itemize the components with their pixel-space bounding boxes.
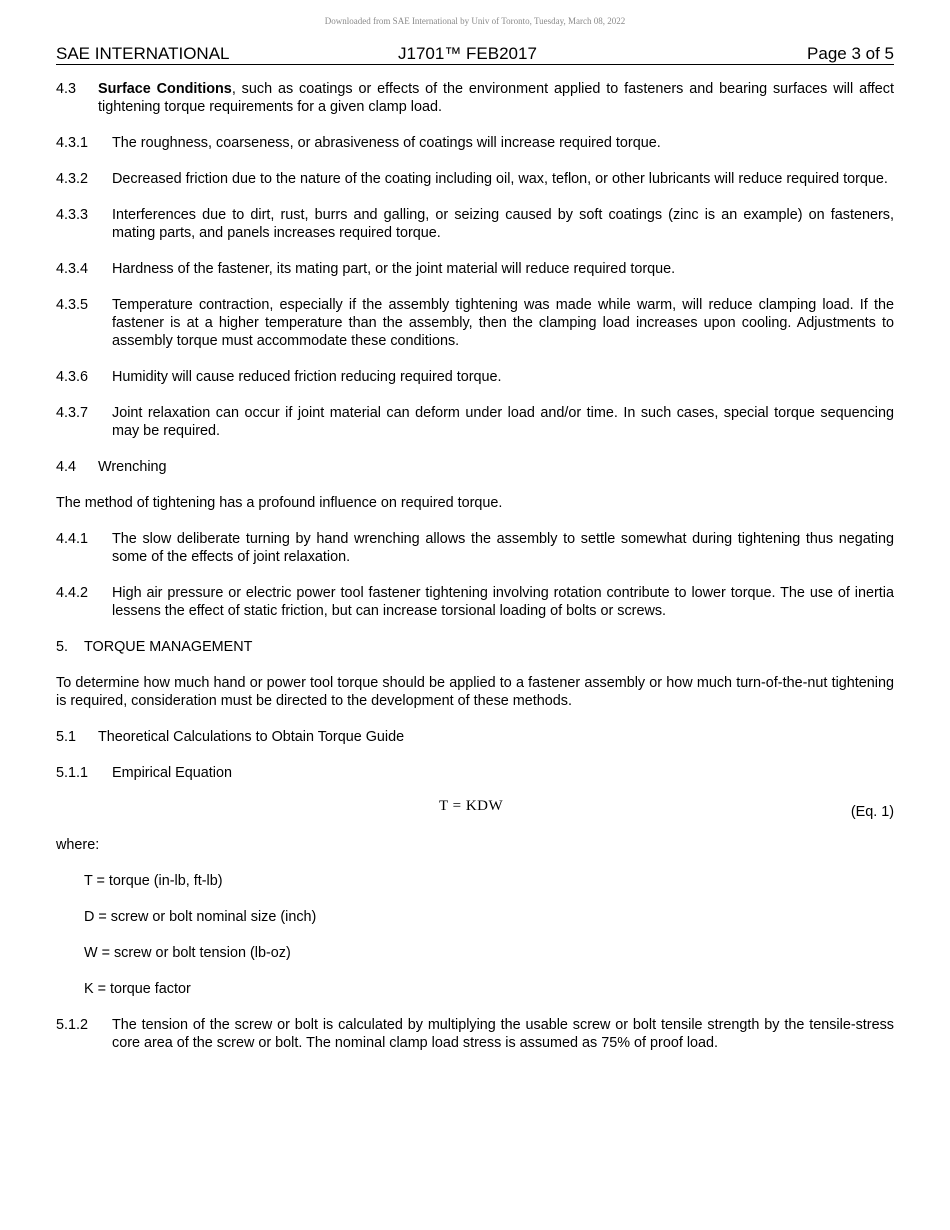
section-number: 5.1.2 xyxy=(56,1017,89,1033)
section-number: 5.1.1 xyxy=(56,765,89,781)
section-number: 4.4.2 xyxy=(56,585,89,601)
section-4-3-5 xyxy=(56,296,894,350)
section-5-1-heading xyxy=(56,728,894,746)
section-4-4-heading xyxy=(56,458,894,476)
section-paragraph xyxy=(98,80,894,116)
section-paragraph: Temperature contraction, especially if the assembly tightening was made while warm, will reduce clamping load. If the fastener is at a higher temperature than the assembly, then the clamping load increases upon cooling. Adjustments to assembly torque must accommodate these conditions. xyxy=(112,297,894,349)
definition-item: K = torque factor xyxy=(84,981,191,997)
section-title-bold: Surface Conditions xyxy=(98,81,232,97)
section-text: , such as coatings or effects of the environment applied to fasteners and bearing surfaces will affect tightening torque requirements for a given clamp load. xyxy=(98,81,895,115)
section-paragraph: The slow deliberate turning by hand wrenching allows the assembly to settle somewhat during tightening thus negating some of the effects of joint relaxation. xyxy=(112,531,894,565)
header-page-number: Page 3 of 5 xyxy=(807,44,894,63)
section-paragraph: High air pressure or electric power tool fastener tightening involving rotation contribute to lower torque. The use of inertia lessens the effect of static friction, but can increase torsional loading of bolts or screws. xyxy=(112,585,894,619)
section-title: Theoretical Calculations to Obtain Torque Guide xyxy=(98,729,405,745)
equation-row xyxy=(56,800,894,818)
section-number: 4.3.7 xyxy=(56,405,89,421)
section-title: Wrenching xyxy=(98,459,167,475)
section-title: Empirical Equation xyxy=(112,765,232,781)
definition-item: W = screw or bolt tension (lb-oz) xyxy=(84,945,291,961)
where-text: where: xyxy=(56,837,100,853)
section-number: 4.3.2 xyxy=(56,171,89,187)
header-document-id: J1701™ FEB2017 xyxy=(398,44,537,63)
section-number: 4.4 xyxy=(56,459,77,475)
where-label xyxy=(56,836,894,854)
section-4-3-3 xyxy=(56,206,894,242)
section-paragraph: The method of tightening has a profound influence on required torque. xyxy=(56,495,503,511)
section-4-4-1 xyxy=(56,530,894,566)
section-number: 4.3.6 xyxy=(56,369,89,385)
section-paragraph: The roughness, coarseness, or abrasiveness of coatings will increase required torque. xyxy=(112,135,661,151)
section-number: 5.1 xyxy=(56,729,77,745)
section-4-4-2 xyxy=(56,584,894,620)
section-paragraph: To determine how much hand or power tool torque should be applied to a fastener assembly or how much turn-of-the-nut tightening is required, consideration must be directed to the development of these methods. xyxy=(56,675,894,709)
section-paragraph: Humidity will cause reduced friction reducing required torque. xyxy=(112,369,502,385)
document-body xyxy=(56,80,894,1070)
section-number: 4.4.1 xyxy=(56,531,89,547)
section-4-3 xyxy=(56,80,894,116)
section-number: 4.3.1 xyxy=(56,135,89,151)
header-organization: SAE INTERNATIONAL xyxy=(56,44,230,63)
page-header xyxy=(56,44,894,65)
section-5-1-2 xyxy=(56,1016,894,1052)
section-4-3-4 xyxy=(56,260,894,278)
equation-formula: T = KDW xyxy=(439,798,504,814)
section-paragraph: Hardness of the fastener, its mating part, or the joint material will reduce required torque. xyxy=(112,261,676,277)
definition-item: T = torque (in-lb, ft-lb) xyxy=(84,873,223,889)
section-4-3-1 xyxy=(56,134,894,152)
section-paragraph: Interferences due to dirt, rust, burrs and galling, or seizing caused by soft coatings (zinc is an example) on fasteners, mating parts, and panels increases required torque. xyxy=(112,207,894,241)
section-4-3-2 xyxy=(56,170,894,188)
section-4-4-intro xyxy=(56,494,894,512)
section-4-3-7 xyxy=(56,404,894,440)
section-number: 4.3.3 xyxy=(56,207,89,223)
section-number: 4.3.5 xyxy=(56,297,89,313)
download-notice: Downloaded from SAE International by Univ of Toronto, Tuesday, March 08, 2022 xyxy=(324,16,626,26)
definition-item: D = screw or bolt nominal size (inch) xyxy=(84,909,317,925)
section-number: 4.3 xyxy=(56,81,77,97)
section-paragraph: The tension of the screw or bolt is calculated by multiplying the usable screw or bolt tensile strength by the tensile-stress core area of the screw or bolt. The nominal clamp load stress is assumed as 75% of proof load. xyxy=(112,1017,894,1051)
section-5-intro xyxy=(56,674,894,710)
section-number: 4.3.4 xyxy=(56,261,89,277)
section-4-3-6 xyxy=(56,368,894,386)
section-5-heading xyxy=(56,638,894,656)
section-5-1-1-heading xyxy=(56,764,894,782)
section-number: 5. xyxy=(56,639,69,655)
section-title: TORQUE MANAGEMENT xyxy=(84,639,253,655)
equation-label: (Eq. 1) xyxy=(850,804,894,820)
section-paragraph: Decreased friction due to the nature of the coating including oil, wax, teflon, or other lubricants will reduce required torque. xyxy=(112,171,888,187)
section-paragraph: Joint relaxation can occur if joint material can deform under load and/or time. In such cases, special torque sequencing may be required. xyxy=(112,405,894,439)
